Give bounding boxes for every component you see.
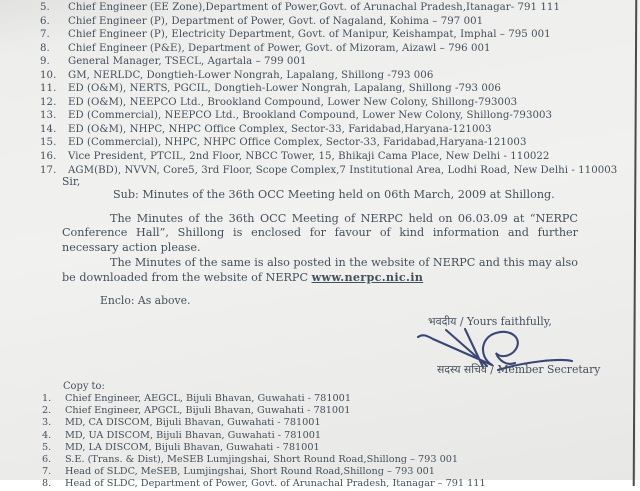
copy-number: 8. (42, 478, 52, 490)
copy-row (42, 405, 624, 417)
recipient-row (40, 28, 616, 42)
copy-text: Head of SLDC, Department of Power, Govt. of Arunachal Pradesh, Itanagar – 791 111 (65, 478, 486, 490)
copy-row (42, 454, 624, 466)
copy-number: 3. (42, 417, 52, 429)
copy-row (42, 417, 624, 429)
subject-line: Sub: Minutes of the 36th OCC Meeting held on 06th March, 2009 at Shillong. (113, 188, 555, 201)
copy-number: 7. (42, 466, 52, 478)
recipient-text: ED (Commercial), NHPC, NHPC Office Complex, Sector-33, Faridabad,Haryana-121003 (68, 137, 527, 149)
copy-number: 4. (42, 429, 52, 441)
recipient-row (40, 164, 616, 178)
recipient-text: Chief Engineer (P&E), Department of Power, Govt. of Mizoram, Aizawl – 796 001 (68, 42, 491, 54)
copy-to-heading: Copy to: (63, 381, 105, 392)
body-paragraph-2 (62, 256, 578, 286)
copy-text: Chief Engineer, APGCL, Bijuli Bhavan, Guwahati - 781001 (65, 405, 351, 417)
nerpc-website-link: www.nerpc.nic.in (311, 270, 424, 285)
recipient-row (40, 69, 616, 83)
copy-number: 5. (42, 441, 52, 453)
recipient-number: 12. (40, 96, 57, 108)
recipient-number: 8. (40, 42, 50, 54)
recipient-number: 15. (40, 137, 57, 149)
recipient-text: Chief Engineer (EE Zone),Department of Power,Govt. of Arunachal Pradesh,Itanagar- 791 111 (68, 2, 560, 13)
recipient-text: ED (Commercial), NEEPCO Ltd., Brookland Compound, Lower New Colony, Shillong-793003 (68, 110, 553, 122)
copy-text: S.E. (Trans. & Dist), MeSEB Lumjingshai, Short Round Road,Shillong – 793 001 (65, 454, 459, 466)
recipient-row (40, 82, 616, 96)
copy-row (42, 478, 624, 490)
recipient-number: 13. (40, 110, 57, 122)
copy-number: 1. (42, 393, 52, 404)
recipient-row (40, 96, 616, 110)
copy-row (42, 430, 624, 442)
complimentary-close: भवदीय / Yours faithfully, (428, 315, 552, 328)
recipient-row (40, 42, 616, 56)
recipient-number: 6. (40, 15, 50, 27)
copy-text: Chief Engineer, AEGCL, Bijuli Bhavan, Guwahati - 781001 (65, 393, 351, 404)
copy-list (42, 393, 624, 491)
copy-number: 2. (42, 405, 52, 417)
recipient-text: Chief Engineer (P), Electricity Department, Govt. of Manipur, Keishampat, Imphal – 795 001 (68, 29, 551, 41)
recipient-row (40, 123, 616, 137)
recipient-text: ED (O&M), NERTS, PGCIL, Dongtieh-Lower Nongrah, Lapalang, Shillong -793 006 (68, 83, 501, 95)
recipient-row (40, 109, 616, 123)
recipient-row (40, 1, 616, 15)
recipient-text: ED (O&M), NHPC, NHPC Office Complex, Sector-33, Faridabad,Haryana-121003 (68, 123, 492, 135)
recipient-list (40, 1, 616, 177)
recipient-text: Chief Engineer (P), Department of Power, Govt. of Nagaland, Kohima – 797 001 (68, 15, 484, 27)
recipient-number: 11. (40, 83, 57, 95)
recipient-text: Vice President, PTCIL, 2nd Floor, NBCC Tower, 15, Bhikaji Cama Place, New Delhi - 110022 (68, 151, 550, 163)
recipient-number: 5. (40, 2, 50, 13)
recipient-text: ED (O&M), NEEPCO Ltd., Brookland Compound, Lower New Colony, Shillong-793003 (68, 96, 518, 108)
copy-text: MD, UA DISCOM, Bijuli Bhavan, Guwahati - 781001 (65, 429, 322, 441)
recipient-number: 17. (40, 164, 57, 176)
recipient-row (40, 150, 616, 164)
copy-row (42, 393, 624, 405)
recipient-row (40, 15, 616, 29)
recipient-number: 16. (40, 151, 57, 163)
copy-row (42, 442, 624, 454)
recipient-text: General Manager, TSECL, Agartala – 799 001 (68, 56, 307, 68)
copy-text: MD, LA DISCOM, Bijuli Bhavan, Guwahati - 781001 (65, 441, 320, 453)
recipient-number: 10. (40, 69, 57, 81)
body-paragraph-1: The Minutes of the 36th OCC Meeting of NERPC held on 06.03.09 at “NERPC Conference Hall”, Shillong is enclosed for favour of kind information and further necessary action please. (62, 212, 578, 254)
recipient-text: GM, NERLDC, Dongtieh-Lower Nongrah, Lapalang, Shillong -793 006 (68, 69, 434, 81)
recipient-number: 9. (40, 56, 50, 68)
copy-number: 6. (42, 454, 52, 466)
enclosure-note: Enclo: As above. (100, 294, 191, 307)
copy-text: Head of SLDC, MeSEB, Lumjingshai, Short Round Road,Shillong – 793 001 (65, 466, 435, 478)
copy-text: MD, CA DISCOM, Bijuli Bhavan, Guwahati - 781001 (65, 417, 321, 429)
body-paragraph-2-text: The Minutes of the same is also posted in the website of NERPC and this may also be downloaded from the website of NERPC (62, 256, 578, 285)
member-secretary-line: सदस्य सचिव / Member Secretary (437, 363, 601, 376)
recipient-row (40, 55, 616, 69)
recipient-row (40, 136, 616, 150)
recipient-number: 7. (40, 29, 50, 41)
salutation: Sir, (62, 175, 81, 188)
copy-row (42, 466, 624, 478)
recipient-number: 14. (40, 123, 57, 135)
recipient-text: AGM(BD), NVVN, Core5, 3rd Floor, Scope Complex,7 Institutional Area, Lodhi Road, New Delhi - 110003 (68, 164, 618, 176)
